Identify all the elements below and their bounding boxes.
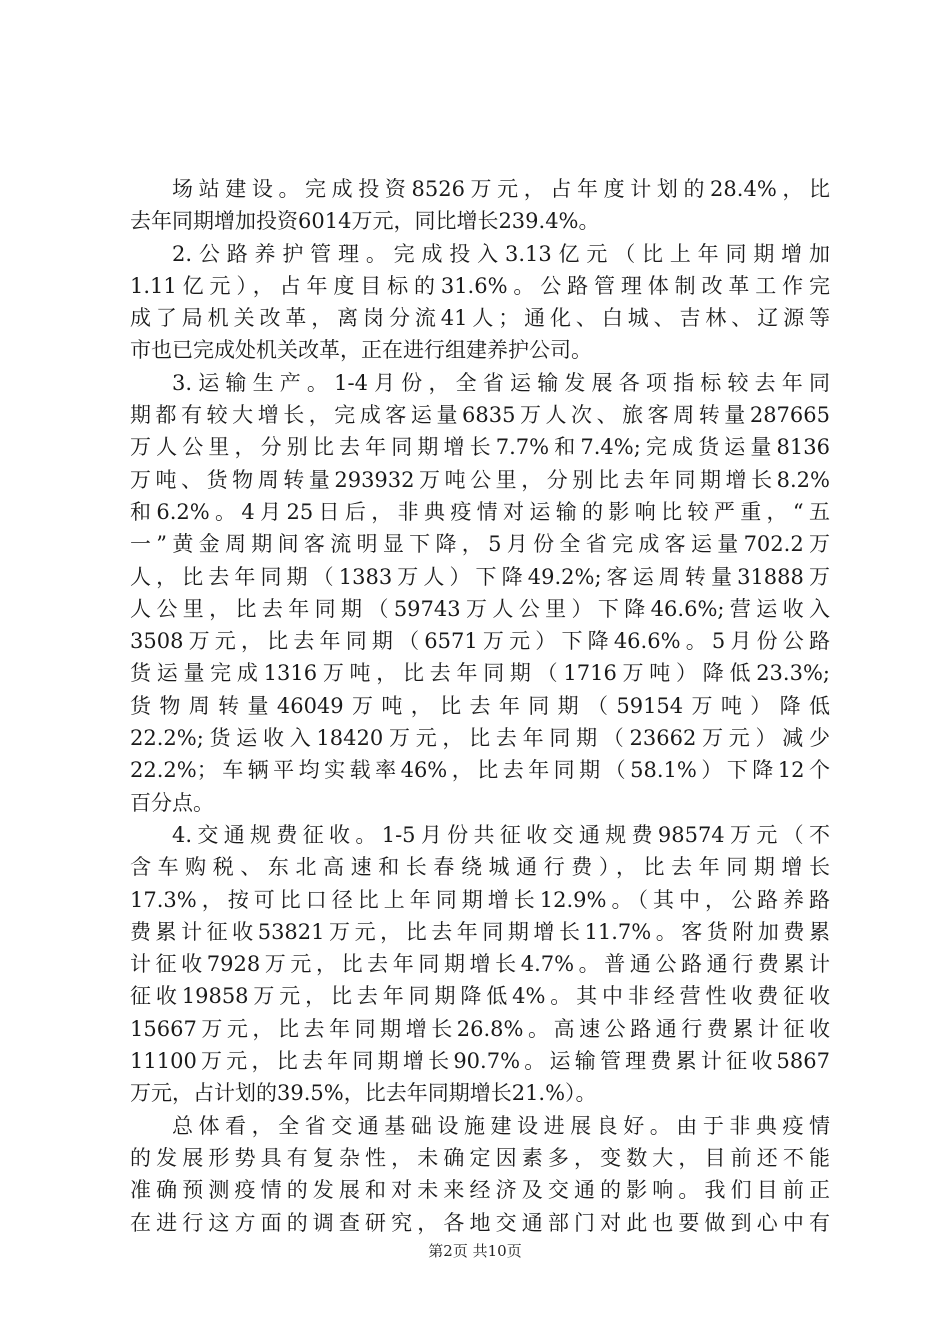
text-line: 去年同期增加投资6014万元，同比增长239.4%。 — [130, 209, 600, 234]
text-line: 人公里，比去年同期（59743万人公里）下降46.6%;营运收入 — [130, 596, 830, 621]
text-line: 11100万元，比去年同期增长90.7%。运输管理费累计征收5867 — [130, 1049, 830, 1074]
text-line: 总体看，全省交通基础设施建设进展良好。由于非典疫情 — [172, 1113, 830, 1138]
text-line: 15667万元，比去年同期增长26.8%。高速公路通行费累计征收 — [130, 1016, 830, 1041]
text-line: 含车购税、东北高速和长春绕城通行费），比去年同期增长 — [130, 855, 830, 880]
text-line: 17.3%，按可比口径比上年同期增长12.9%。（其中，公路养路 — [130, 887, 830, 912]
text-line: 人，比去年同期（1383万人）下降49.2%;客运周转量31888万 — [130, 564, 830, 589]
text-line: 场站建设。完成投资8526万元，占年度计划的28.4%，比 — [172, 177, 830, 201]
text-line: 征收19858万元，比去年同期降低4%。其中非经营性收费征收 — [130, 984, 830, 1009]
page-footer: 第2页 共10页 — [428, 1242, 522, 1260]
text-line: 22.2%;货运收入18420万元，比去年同期（23662万元）减少 — [130, 726, 830, 751]
text-line: 的发展形势具有复杂性，未确定因素多，变数大，目前还不能 — [130, 1145, 830, 1170]
text-line: 货运量完成1316万吨，比去年同期（1716万吨）降低23.3%; — [130, 661, 830, 686]
text-line: 万吨、货物周转量293932万吨公里，分别比去年同期增长8.2% — [130, 467, 830, 492]
text-line: 市也已完成处机关改革，正在进行组建养护公司。 — [130, 338, 592, 363]
text-line: 百分点。 — [130, 790, 214, 815]
text-line: 费累计征收53821万元，比去年同期增长11.7%。客货附加费累 — [130, 919, 830, 944]
text-line: 22.2%；车辆平均实载率46%，比去年同期（58.1%）下降12个 — [130, 758, 830, 783]
text-line: 成了局机关改革，离岗分流41人；通化、白城、吉林、辽源等 — [130, 306, 830, 331]
text-line: 期都有较大增长，完成客运量6835万人次、旅客周转量287665 — [130, 403, 830, 428]
text-line: 3508万元，比去年同期（6571万元）下降46.6%。5月份公路 — [130, 629, 830, 654]
text-line: 1.11亿元），占年度目标的31.6%。公路管理体制改革工作完 — [130, 273, 830, 298]
text-line: 一”黄金周期间客流明显下降，5月份全省完成客运量702.2万 — [130, 532, 830, 557]
text-line: 货物周转量46049万吨，比去年同期（59154万吨）降低 — [130, 693, 830, 718]
text-line: 计征收7928万元，比去年同期增长4.7%。普通公路通行费累计 — [130, 952, 830, 977]
text-line: 万元，占计划的39.5%，比去年同期增长21.%）。 — [130, 1081, 597, 1106]
text-line: 准确预测疫情的发展和对未来经济及交通的影响。我们目前正 — [130, 1178, 830, 1203]
body-text — [130, 173, 830, 1239]
text-line: 和6.2%。4月25日后，非典疫情对运输的影响比较严重，“五 — [130, 499, 830, 524]
text-line: 在进行这方面的调查研究，各地交通部门对此也要做到心中有 — [130, 1210, 830, 1235]
text-line: 万人公里，分别比去年同期增长7.7%和7.4%;完成货运量8136 — [130, 435, 830, 460]
text-line: 3.运输生产。1-4月份，全省运输发展各项指标较去年同 — [172, 370, 830, 395]
text-line: 4.交通规费征收。1-5月份共征收交通规费98574万元（不 — [172, 822, 830, 847]
text-line: 2.公路养护管理。完成投入3.13亿元（比上年同期增加 — [172, 241, 830, 266]
